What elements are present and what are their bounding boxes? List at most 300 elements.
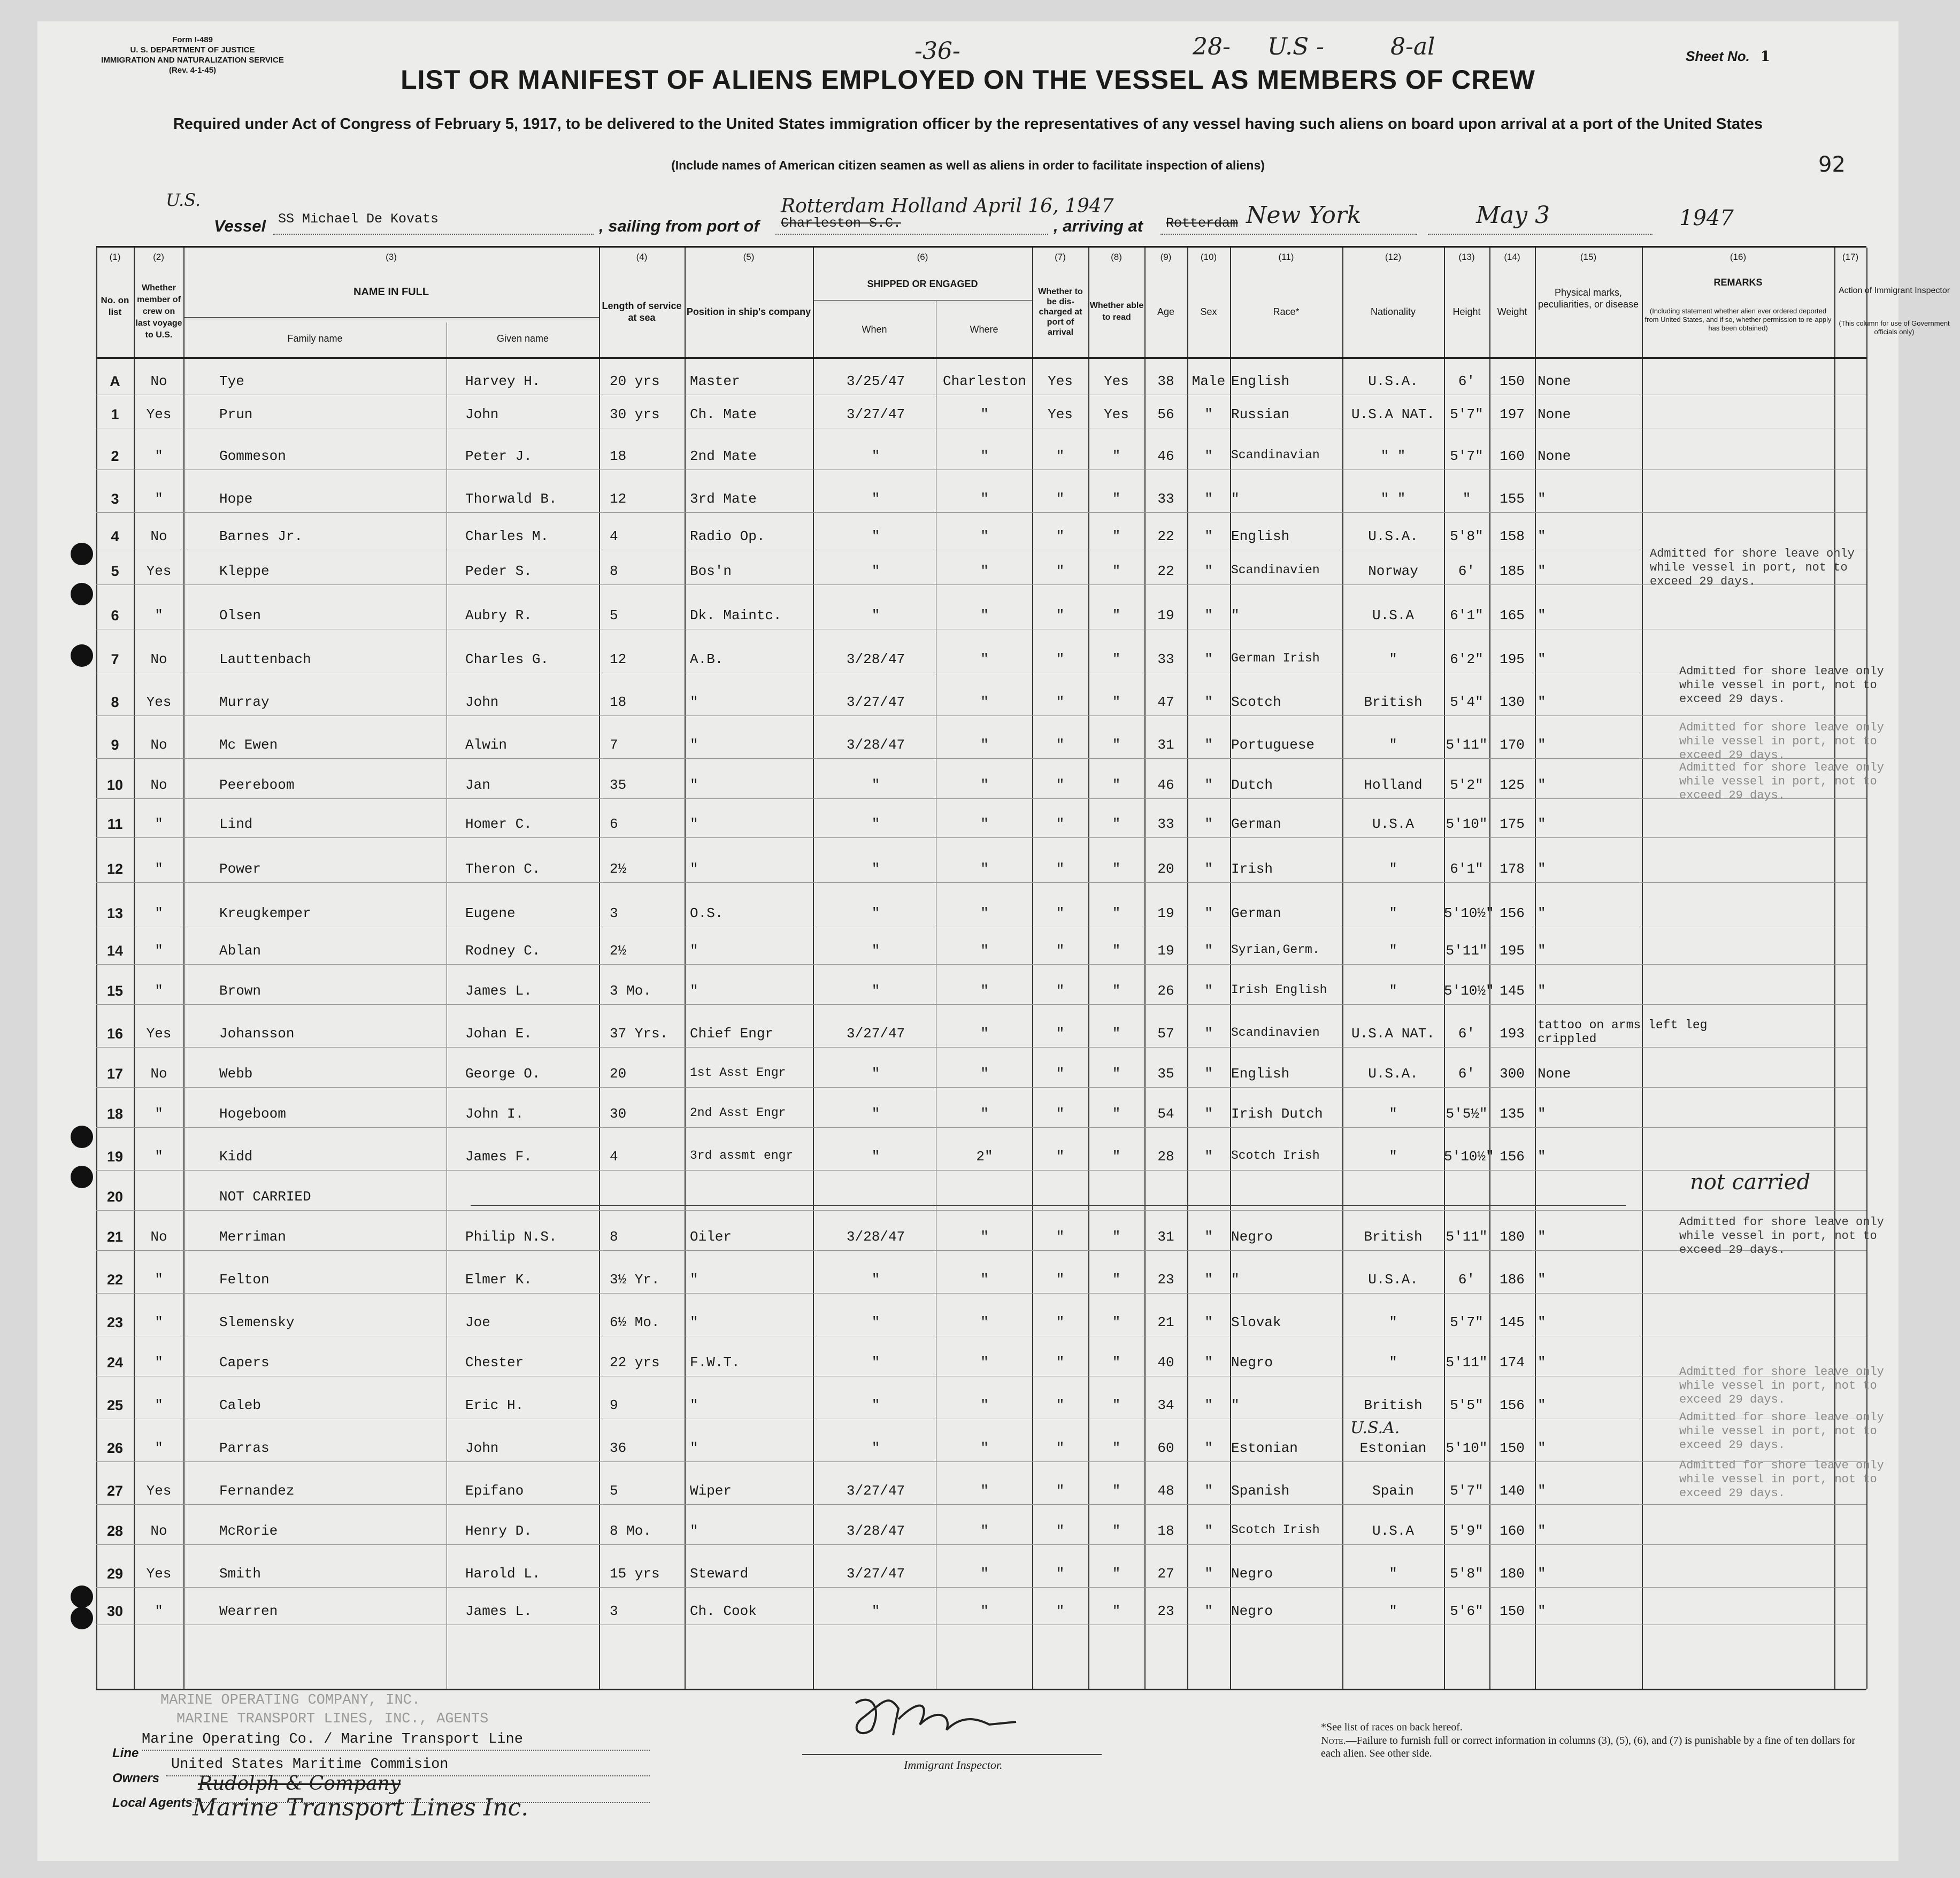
- cell-family: Felton: [219, 1272, 270, 1288]
- row-rule: [96, 1544, 1866, 1545]
- cell-height: 5'10½": [1444, 905, 1494, 921]
- cell-last: Yes: [146, 563, 172, 579]
- punch-hole: [71, 1585, 93, 1608]
- cell-last: Yes: [146, 1566, 172, 1582]
- cell-last: Yes: [146, 406, 172, 422]
- cell-weight: 140: [1500, 1483, 1525, 1499]
- cell-no: 20: [106, 1189, 124, 1205]
- header-name-in-full: NAME IN FULL: [353, 286, 429, 298]
- cell-sex: ": [1204, 1483, 1213, 1499]
- cell-height: 5'6": [1450, 1603, 1484, 1619]
- cell-when: ": [871, 816, 880, 832]
- cell-where: ": [980, 943, 989, 959]
- cell-given: Charles G.: [465, 651, 549, 667]
- annotation-36: -36-: [914, 37, 960, 65]
- cell-height: 5'5½": [1446, 1106, 1488, 1122]
- cell-nat: Estonian: [1359, 1440, 1427, 1456]
- row-rule: [96, 1461, 1866, 1462]
- cell-position: ": [690, 777, 698, 793]
- row-rule: [96, 1004, 1866, 1005]
- cell-marks: tattoo on arms left leg crippled: [1538, 1018, 1708, 1046]
- colnum-7: (7): [1055, 252, 1066, 262]
- cell-service: 6: [610, 816, 618, 832]
- cell-sex: ": [1204, 1440, 1213, 1456]
- cell-no: 17: [106, 1066, 124, 1082]
- cell-disch: ": [1056, 1229, 1065, 1245]
- cell-sex: ": [1204, 1523, 1213, 1539]
- arrival-year: 1947: [1679, 206, 1734, 230]
- cell-race: German: [1231, 816, 1281, 832]
- cell-height: 6': [1458, 563, 1475, 579]
- cell-age: 33: [1157, 651, 1174, 667]
- cell-service: 4: [610, 1149, 618, 1165]
- cell-no: 19: [106, 1149, 124, 1165]
- cell-weight: 156: [1500, 905, 1525, 921]
- cell-race: Scandinavien: [1231, 563, 1320, 577]
- cell-disch: ": [1056, 607, 1065, 624]
- cell-last: ": [155, 448, 163, 464]
- cell-sex: ": [1204, 1397, 1213, 1413]
- cell-given: Peder S.: [465, 563, 532, 579]
- revision: (Rev. 4-1-45): [168, 66, 217, 75]
- cell-service: 4: [610, 528, 618, 544]
- cell-read: ": [1112, 1603, 1121, 1619]
- cell-position: ": [690, 861, 698, 877]
- cell-disch: ": [1056, 1566, 1065, 1582]
- cell-read: ": [1112, 607, 1121, 624]
- cell-service: 6½ Mo.: [610, 1314, 660, 1330]
- cell-last: ": [155, 1106, 163, 1122]
- cell-disch: ": [1056, 448, 1065, 464]
- cell-age: 31: [1157, 737, 1174, 753]
- cell-marks: ": [1538, 905, 1546, 921]
- cell-marks: ": [1538, 737, 1546, 753]
- inspector-signature: [840, 1687, 1054, 1741]
- cell-service: 2½: [610, 861, 627, 877]
- cell-read: ": [1112, 861, 1121, 877]
- cell-position: O.S.: [690, 905, 724, 921]
- header-length-service: Length of service at sea: [602, 301, 682, 323]
- cell-service: 3½ Yr.: [610, 1272, 660, 1288]
- remark-block-2: Admitted for shore leave only while vessel in port, not to exceed 29 days.: [1679, 665, 1884, 706]
- annotation-8al: 8-al: [1390, 33, 1435, 60]
- cell-where: ": [980, 1483, 989, 1499]
- cell-nat: ": [1389, 737, 1397, 753]
- cell-marks: ": [1538, 563, 1546, 579]
- cell-given: John: [465, 406, 499, 422]
- sheet-number: [1686, 48, 1770, 65]
- cell-service: 20 yrs: [610, 373, 660, 389]
- cell-nat: ": [1389, 943, 1397, 959]
- cell-height: ": [1462, 491, 1471, 507]
- cell-age: 26: [1157, 983, 1174, 999]
- cell-race: ": [1231, 1397, 1240, 1413]
- cell-disch: ": [1056, 983, 1065, 999]
- cell-where: ": [980, 528, 989, 544]
- cell-disch: ": [1056, 1149, 1065, 1165]
- cell-given: Joe: [465, 1314, 490, 1330]
- cell-position: Wiper: [690, 1483, 732, 1499]
- cell-age: 47: [1157, 694, 1174, 710]
- cell-disch: ": [1056, 1483, 1065, 1499]
- cell-sex: ": [1204, 861, 1213, 877]
- cell-sex: ": [1204, 1566, 1213, 1582]
- include-note: (Include names of American citizen seamen as well as aliens in order to facilitate inspection of aliens): [671, 158, 1265, 172]
- cell-given: Jan: [465, 777, 490, 793]
- cell-age: 54: [1157, 1106, 1174, 1122]
- vessel-line: [37, 190, 1898, 238]
- cell-sex: ": [1204, 943, 1213, 959]
- cell-height: 6': [1458, 1026, 1475, 1042]
- cell-when: 3/25/47: [846, 373, 905, 389]
- cell-when: ": [871, 1272, 880, 1288]
- cell-sex: ": [1204, 1603, 1213, 1619]
- header-nationality: Nationality: [1370, 306, 1416, 317]
- cell-read: ": [1112, 1229, 1121, 1245]
- agents-label: Local Agents: [112, 1796, 193, 1810]
- colnum-5: (5): [743, 252, 755, 262]
- cell-service: 5: [610, 1483, 618, 1499]
- cell-position: ": [690, 694, 698, 710]
- cell-weight: 197: [1500, 406, 1525, 422]
- cell-where: ": [980, 491, 989, 507]
- cell-weight: 170: [1500, 737, 1525, 753]
- cell-height: 5'11": [1446, 737, 1488, 753]
- cell-age: 60: [1157, 1440, 1174, 1456]
- cell-family: Ablan: [219, 943, 262, 959]
- cell-marks: None: [1538, 448, 1571, 464]
- cell-marks: ": [1538, 1354, 1546, 1371]
- cell-race: German: [1231, 905, 1281, 921]
- cell-when: ": [871, 943, 880, 959]
- row-rule: [96, 1127, 1866, 1128]
- form-number: Form I-489: [172, 35, 213, 44]
- cell-last: ": [155, 1314, 163, 1330]
- cell-no: 10: [106, 777, 124, 793]
- cell-no: A: [110, 373, 120, 389]
- cell-marks: ": [1538, 1440, 1546, 1456]
- cell-disch: ": [1056, 1440, 1065, 1456]
- header-remarks-note: (Including statement whether alien ever ordered deported from United States, and if so, whether permission to re-apply has been obtained): [1644, 307, 1832, 332]
- punch-hole: [71, 644, 93, 667]
- cell-last: No: [150, 1229, 167, 1245]
- row-rule: [96, 1587, 1866, 1588]
- header-when: When: [862, 324, 887, 335]
- cell-given: James L.: [465, 1603, 532, 1619]
- sheet-value: 1: [1760, 49, 1770, 65]
- cell-weight: 175: [1500, 816, 1525, 832]
- cell-read: ": [1112, 905, 1121, 921]
- cell-height: 6': [1458, 1272, 1475, 1288]
- cell-family: Kleppe: [219, 563, 270, 579]
- cell-nat: Norway: [1368, 563, 1418, 579]
- cell-position: A.B.: [690, 651, 724, 667]
- cell-read: ": [1112, 1149, 1121, 1165]
- cell-given: Aubry R.: [465, 607, 532, 624]
- cell-sex: ": [1204, 1106, 1213, 1122]
- cell-family: Gommeson: [219, 448, 286, 464]
- cell-race: Dutch: [1231, 777, 1273, 793]
- cell-given: James L.: [465, 983, 532, 999]
- cell-read: ": [1112, 651, 1121, 667]
- cell-disch: ": [1056, 943, 1065, 959]
- cell-disch: ": [1056, 1106, 1065, 1122]
- cell-marks: ": [1538, 1149, 1546, 1165]
- cell-age: 56: [1157, 406, 1174, 422]
- cell-read: ": [1112, 1440, 1121, 1456]
- cell-sex: ": [1204, 528, 1213, 544]
- cell-where: ": [980, 607, 989, 624]
- header-family-name: Family name: [287, 333, 343, 344]
- cell-position: ": [690, 1397, 698, 1413]
- colnum-6: (6): [917, 252, 928, 262]
- cell-height: 5'8": [1450, 528, 1484, 544]
- cell-weight: 195: [1500, 943, 1525, 959]
- cell-family: Kidd: [219, 1149, 253, 1165]
- cell-disch: ": [1056, 1603, 1065, 1619]
- cell-age: 19: [1157, 943, 1174, 959]
- cell-last: ": [155, 1354, 163, 1371]
- row-rule: [96, 1250, 1866, 1251]
- cell-nat: " ": [1380, 448, 1406, 464]
- cell-where: 2": [976, 1149, 993, 1165]
- cell-last: ": [155, 1603, 163, 1619]
- cell-read: ": [1112, 983, 1121, 999]
- annotation-28: 28-: [1193, 33, 1231, 60]
- row-rule: [96, 1293, 1866, 1294]
- cell-last: No: [150, 651, 167, 667]
- cell-nat: British: [1364, 1397, 1423, 1413]
- cell-disch: Yes: [1048, 406, 1073, 422]
- cell-height: 5'11": [1446, 1354, 1488, 1371]
- cell-weight: 160: [1500, 448, 1525, 464]
- cell-weight: 185: [1500, 563, 1525, 579]
- cell-read: ": [1112, 816, 1121, 832]
- row-rule: [96, 512, 1866, 513]
- cell-family: Murray: [219, 694, 270, 710]
- cell-given: George O.: [465, 1066, 541, 1082]
- cell-nat: ": [1389, 1354, 1397, 1371]
- remark-block-3: Admitted for shore leave only while vessel in port, not to exceed 29 days.: [1679, 721, 1884, 762]
- cell-last: ": [155, 1272, 163, 1288]
- cell-disch: ": [1056, 1272, 1065, 1288]
- cell-family: Hope: [219, 491, 253, 507]
- note-label: Note.: [1321, 1735, 1346, 1746]
- cell-nat: ": [1389, 983, 1397, 999]
- cell-family: Prun: [219, 406, 253, 422]
- cell-race: English: [1231, 1066, 1290, 1082]
- cell-no: 21: [106, 1229, 124, 1245]
- cell-no: 14: [106, 943, 124, 959]
- cell-sex: ": [1204, 1314, 1213, 1330]
- note-text: —Failure to furnish full or correct information in columns (3), (5), (6), and (7) is punishable by a fine of ten dollars for each alien. See other side.: [1321, 1735, 1856, 1759]
- cell-family: Mc Ewen: [219, 737, 278, 753]
- arriving-label: , arriving at: [1054, 217, 1143, 235]
- cell-sex: ": [1204, 694, 1213, 710]
- cell-when: ": [871, 1440, 880, 1456]
- cell-no: 12: [106, 861, 124, 877]
- cell-sex: ": [1204, 1066, 1213, 1082]
- cell-when: ": [871, 448, 880, 464]
- cell-where: ": [980, 1026, 989, 1042]
- cell-nat: ": [1389, 651, 1397, 667]
- cell-weight: 300: [1500, 1066, 1525, 1082]
- cell-service: 3: [610, 905, 618, 921]
- cell-race: Spanish: [1231, 1483, 1290, 1499]
- company-stamp-line2: MARINE TRANSPORT LINES, INC., AGENTS: [176, 1711, 489, 1727]
- cell-age: 27: [1157, 1566, 1174, 1582]
- colnum-10: (10): [1200, 252, 1217, 262]
- cell-last: No: [150, 777, 167, 793]
- cell-when: 3/27/47: [846, 694, 905, 710]
- cell-race: ": [1231, 1272, 1240, 1288]
- cell-read: ": [1112, 1566, 1121, 1582]
- colnum-13: (13): [1458, 252, 1475, 262]
- cell-given: Homer C.: [465, 816, 532, 832]
- cell-no: 9: [111, 737, 119, 753]
- cell-height: 5'11": [1446, 1229, 1488, 1245]
- not-carried-note: not carried: [1690, 1170, 1811, 1195]
- cell-marks: ": [1538, 816, 1546, 832]
- cell-age: 31: [1157, 1229, 1174, 1245]
- punch-hole: [71, 583, 93, 605]
- cell-position: Bos'n: [690, 563, 732, 579]
- cell-read: ": [1112, 528, 1121, 544]
- cell-height: 6'1": [1450, 861, 1484, 877]
- cell-disch: ": [1056, 1523, 1065, 1539]
- arriving-port-struck: Rotterdam: [1166, 215, 1239, 231]
- cell-position: Steward: [690, 1566, 749, 1582]
- row-rule: [96, 584, 1866, 585]
- cell-sex: ": [1204, 563, 1213, 579]
- header-physical-marks: Physical marks, peculiarities, or disease: [1538, 287, 1639, 310]
- colnum-15: (15): [1580, 252, 1597, 262]
- cell-marks: ": [1538, 1483, 1546, 1499]
- cell-position: Chief Engr: [690, 1026, 774, 1042]
- cell-last: ": [155, 491, 163, 507]
- cell-family: Wearren: [219, 1603, 278, 1619]
- cell-weight: 150: [1500, 373, 1525, 389]
- cell-race: Scotch Irish: [1231, 1149, 1320, 1163]
- cell-nat: U.S.A: [1372, 607, 1414, 624]
- cell-age: 33: [1157, 491, 1174, 507]
- cell-when: ": [871, 905, 880, 921]
- cell-read: Yes: [1104, 406, 1129, 422]
- cell-when: ": [871, 1149, 880, 1165]
- cell-where: ": [980, 861, 989, 877]
- cell-nat: " ": [1380, 491, 1406, 507]
- cell-no: 5: [111, 563, 119, 579]
- cell-read: ": [1112, 1397, 1121, 1413]
- cell-service: 30 yrs: [610, 406, 660, 422]
- cell-height: 5'7": [1450, 1483, 1484, 1499]
- department: U. S. DEPARTMENT OF JUSTICE: [130, 45, 255, 55]
- cell-age: 22: [1157, 563, 1174, 579]
- cell-when: ": [871, 983, 880, 999]
- cell-last: ": [155, 816, 163, 832]
- cell-weight: 130: [1500, 694, 1525, 710]
- cell-height: 5'5": [1450, 1397, 1484, 1413]
- cell-marks: ": [1538, 943, 1546, 959]
- cell-height: 5'11": [1446, 943, 1488, 959]
- cell-given: John: [465, 1440, 499, 1456]
- header-shipped-engaged: SHIPPED OR ENGAGED: [867, 278, 978, 289]
- cell-family: Lind: [219, 816, 253, 832]
- cell-read: ": [1112, 1272, 1121, 1288]
- colnum-3: (3): [386, 252, 397, 262]
- cell-when: ": [871, 1354, 880, 1371]
- header-action: Action of Immigrant Inspector: [1838, 286, 1950, 295]
- cell-weight: 145: [1500, 1314, 1525, 1330]
- cell-weight: 150: [1500, 1440, 1525, 1456]
- cell-last: Yes: [146, 1026, 172, 1042]
- cell-marks: ": [1538, 651, 1546, 667]
- cell-sex: ": [1204, 1149, 1213, 1165]
- cell-last: No: [150, 528, 167, 544]
- cell-race: Negro: [1231, 1354, 1273, 1371]
- cell-read: ": [1112, 694, 1121, 710]
- cell-marks: ": [1538, 1566, 1546, 1582]
- cell-family: Parras: [219, 1440, 270, 1456]
- cell-last: ": [155, 607, 163, 624]
- cell-age: 23: [1157, 1603, 1174, 1619]
- cell-marks: ": [1538, 861, 1546, 877]
- cell-disch: ": [1056, 563, 1065, 579]
- cell-where: ": [980, 816, 989, 832]
- cell-family: Smith: [219, 1566, 262, 1582]
- cell-weight: 180: [1500, 1229, 1525, 1245]
- cell-sex: ": [1204, 737, 1213, 753]
- cell-no: 3: [111, 491, 119, 507]
- cell-marks: ": [1538, 1106, 1546, 1122]
- cell-last: No: [150, 1066, 167, 1082]
- cell-service: 30: [610, 1106, 627, 1122]
- cell-age: 34: [1157, 1397, 1174, 1413]
- cell-no: 13: [106, 905, 124, 921]
- cell-where: Charleston: [942, 373, 1027, 389]
- row-rule: [96, 1504, 1866, 1505]
- cell-age: 18: [1157, 1523, 1174, 1539]
- cell-when: ": [871, 861, 880, 877]
- cell-marks: ": [1538, 528, 1546, 544]
- cell-position: ": [690, 1314, 698, 1330]
- cell-given: Eric H.: [465, 1397, 524, 1413]
- cell-height: 5'7": [1450, 1314, 1484, 1330]
- cell-when: ": [871, 528, 880, 544]
- cell-read: ": [1112, 1523, 1121, 1539]
- cell-position: ": [690, 816, 698, 832]
- row-rule: [96, 882, 1866, 883]
- sailing-label: , sailing from port of: [599, 217, 759, 235]
- cell-where: ": [980, 694, 989, 710]
- cell-given: Chester: [465, 1354, 524, 1371]
- cell-when: ": [871, 1066, 880, 1082]
- cell-race: English: [1231, 528, 1290, 544]
- owners-value: United States Maritime Commision: [171, 1757, 449, 1773]
- cell-read: ": [1112, 1026, 1121, 1042]
- cell-service: 22 yrs: [610, 1354, 660, 1371]
- cell-read: ": [1112, 737, 1121, 753]
- cell-sex: ": [1204, 816, 1213, 832]
- header-race: Race*: [1273, 306, 1300, 317]
- cell-race: German Irish: [1231, 651, 1320, 665]
- cell-race: Scotch: [1231, 694, 1281, 710]
- cell-disch: ": [1056, 1354, 1065, 1371]
- cell-weight: 150: [1500, 1603, 1525, 1619]
- cell-service: 35: [610, 777, 627, 793]
- cell-disch: ": [1056, 1026, 1065, 1042]
- row-rule: [96, 1210, 1866, 1211]
